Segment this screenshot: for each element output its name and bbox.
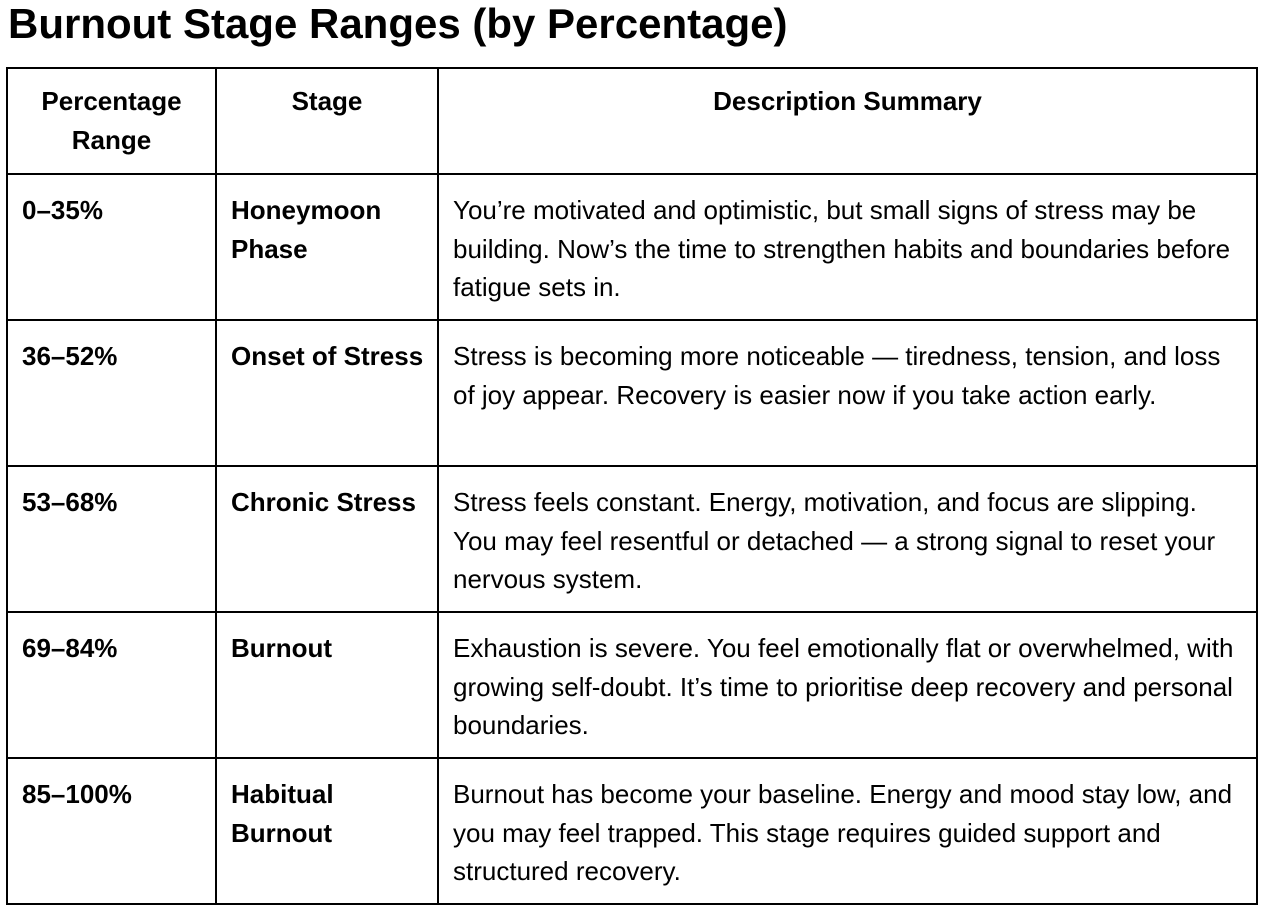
burnout-stage-table bbox=[6, 67, 1258, 905]
table-row bbox=[7, 758, 1257, 904]
header-percentage-range: Percentage Range bbox=[7, 68, 216, 174]
table-row bbox=[7, 174, 1257, 320]
description-cell: Exhaustion is severe. You feel emotionally flat or overwhelmed, with growing self-doubt. It’s time to prioritise deep recovery and personal boundaries. bbox=[438, 612, 1257, 758]
description-cell: Stress is becoming more noticeable — tiredness, tension, and loss of joy appear. Recovery is easier now if you take action early. bbox=[438, 320, 1257, 466]
stage-cell: Habitual Burnout bbox=[216, 758, 438, 904]
stage-cell: Burnout bbox=[216, 612, 438, 758]
range-cell: 69–84% bbox=[7, 612, 216, 758]
range-cell: 0–35% bbox=[7, 174, 216, 320]
table-row bbox=[7, 466, 1257, 612]
stage-cell: Honeymoon Phase bbox=[216, 174, 438, 320]
stage-cell: Chronic Stress bbox=[216, 466, 438, 612]
description-cell: You’re motivated and optimistic, but small signs of stress may be building. Now’s the time to strengthen habits and boundaries before fatigue sets in. bbox=[438, 174, 1257, 320]
table-row bbox=[7, 612, 1257, 758]
table-row bbox=[7, 320, 1257, 466]
page-title: Burnout Stage Ranges (by Percentage) bbox=[8, 0, 788, 47]
range-cell: 53–68% bbox=[7, 466, 216, 612]
description-cell: Burnout has become your baseline. Energy and mood stay low, and you may feel trapped. This stage requires guided support and structured recovery. bbox=[438, 758, 1257, 904]
header-description-summary: Description Summary bbox=[438, 68, 1257, 174]
range-cell: 85–100% bbox=[7, 758, 216, 904]
range-cell: 36–52% bbox=[7, 320, 216, 466]
header-stage: Stage bbox=[216, 68, 438, 174]
stage-cell: Onset of Stress bbox=[216, 320, 438, 466]
table-header-row bbox=[7, 68, 1257, 174]
description-cell: Stress feels constant. Energy, motivation, and focus are slipping. You may feel resentful or detached — a strong signal to reset your nervous system. bbox=[438, 466, 1257, 612]
